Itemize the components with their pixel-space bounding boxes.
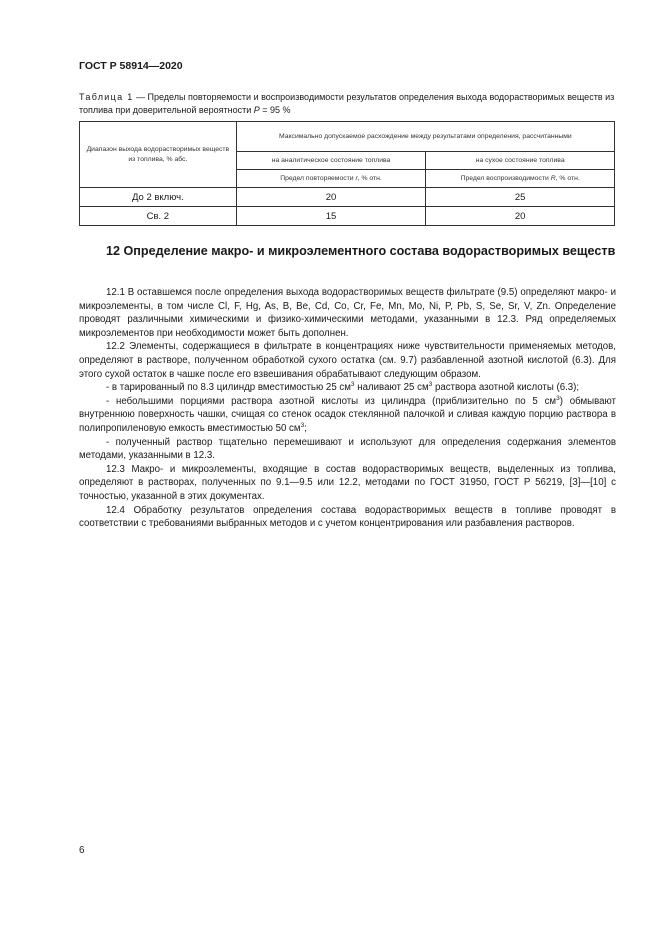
step-1-text-b: наливают 25 см xyxy=(354,382,429,394)
repeatability-unit: , % отн. xyxy=(357,174,382,182)
table-caption-text: — Пределы повторяемости и воспроизводимости результатов определения выхода водорастворимых веществ из топлива при доверительной вероятности xyxy=(79,92,615,115)
list-item-step-3: - полученный раствор тщательно перемешивают и используют для определения содержания элементов методами, указанными в 12.3. xyxy=(79,436,616,462)
superscript-3: 3 xyxy=(428,380,433,388)
header-max-discrepancy: Максимально допускаемое расхождение между результатами определения, рассчитанными xyxy=(236,122,614,152)
list-item-step-2 xyxy=(79,395,616,436)
step-2-text-c: ; xyxy=(304,422,307,434)
step-2-text-a: - небольшими порциями раствора азотной кислоты из цилиндра (приблизительно по 5 см xyxy=(106,395,557,407)
list-item-step-1 xyxy=(79,381,616,395)
paragraph-12-3: 12.3 Макро- и микроэлементы, входящие в состав водорастворимых веществ, выделенных из топлива, определяют в растворах, полученных по 9.1—9.5 или 12.2, методами по ГОСТ 31950, ГОСТ Р 56219, [3]—[10] с точностью, указанной в этих документах. xyxy=(79,463,616,502)
cell-reproducibility: 20 xyxy=(426,207,615,226)
paragraph-12-2: 12.2 Элементы, содержащиеся в фильтрате в концентрациях ниже чувствительности применяемых методов, определяют в растворе, полученном обработкой сухого остатка (см. 9.7) разбавленной азотной кислотой (6.3). Для этого сухой остаток в чашке после его взвешивания обрабатывают следующим образом. xyxy=(79,341,616,380)
header-reproducibility xyxy=(426,170,615,188)
repeatability-label: Предел повторяемости xyxy=(280,174,356,182)
cell-range: До 2 включ. xyxy=(80,188,237,207)
cell-repeatability: 15 xyxy=(236,207,426,226)
table-row xyxy=(80,188,615,207)
limits-table xyxy=(79,121,615,226)
section-title: 12 Определение макро- и микроэлементного состава водорастворимых веществ xyxy=(106,244,616,258)
header-analytical-state: на аналитическое состояние топлива xyxy=(236,152,426,170)
cell-reproducibility: 25 xyxy=(426,188,615,207)
table-caption-tail: = 95 % xyxy=(259,104,291,115)
superscript-3: 3 xyxy=(350,380,355,388)
reproducibility-label: Предел воспроизводимости xyxy=(460,174,551,182)
step-2-text-b: ) обмывают внутреннюю поверхность чашки, счищая со стенок осадок стеклянной палочкой и сливая каждую порцию раствора в полипропиленовую емкость вместимостью 50 см xyxy=(79,395,616,434)
header-repeatability xyxy=(236,170,426,188)
reproducibility-symbol: R xyxy=(550,174,556,182)
header-dry-state: на сухое состояние топлива xyxy=(426,152,615,170)
table-caption-p-symbol: P xyxy=(253,104,260,115)
cell-repeatability: 20 xyxy=(236,188,426,207)
paragraph-12-1: 12.1 В оставшемся после определения выхода водорастворимых веществ фильтрате (9.5) определяют макро- и микроэлементы, в том числе Cl, F, Hg, As, B, Be, Cd, Co, Cr, Fe, Mn, Mo, Ni, P, Pb, S, Se, Sr, V, Zn. Определение проводят различными химическими и физико-химическими методами, указанными в 12.3. Ряд определяемых микроэлементов при необходимости может быть дополнен. xyxy=(79,287,616,339)
superscript-3: 3 xyxy=(556,394,560,402)
reproducibility-unit: , % отн. xyxy=(555,174,580,182)
page-number: 6 xyxy=(79,845,85,856)
step-1-text-a: - в тарированный по 8.3 цилиндр вместимостью 25 см xyxy=(106,382,351,394)
table-row xyxy=(80,207,615,226)
table-caption xyxy=(79,91,616,116)
header-range: Диапазон выхода водорастворимых веществ из топлива, % абс. xyxy=(80,122,237,188)
step-1-text-c: раствора азотной кислоты (6.3); xyxy=(432,382,580,394)
table-caption-label: Таблица 1 xyxy=(79,92,134,102)
body-text xyxy=(79,286,616,531)
standard-header: ГОСТ Р 58914—2020 xyxy=(79,60,183,72)
superscript-3: 3 xyxy=(300,421,305,429)
cell-range: Св. 2 xyxy=(80,207,237,226)
repeatability-symbol: r xyxy=(355,174,358,182)
paragraph-12-4: 12.4 Обработку результатов определения состава водорастворимых веществ в топливе проводят в соответствии с требованиями выбранных методов и с учетом концентрирования или разбавления растворов. xyxy=(79,504,616,530)
